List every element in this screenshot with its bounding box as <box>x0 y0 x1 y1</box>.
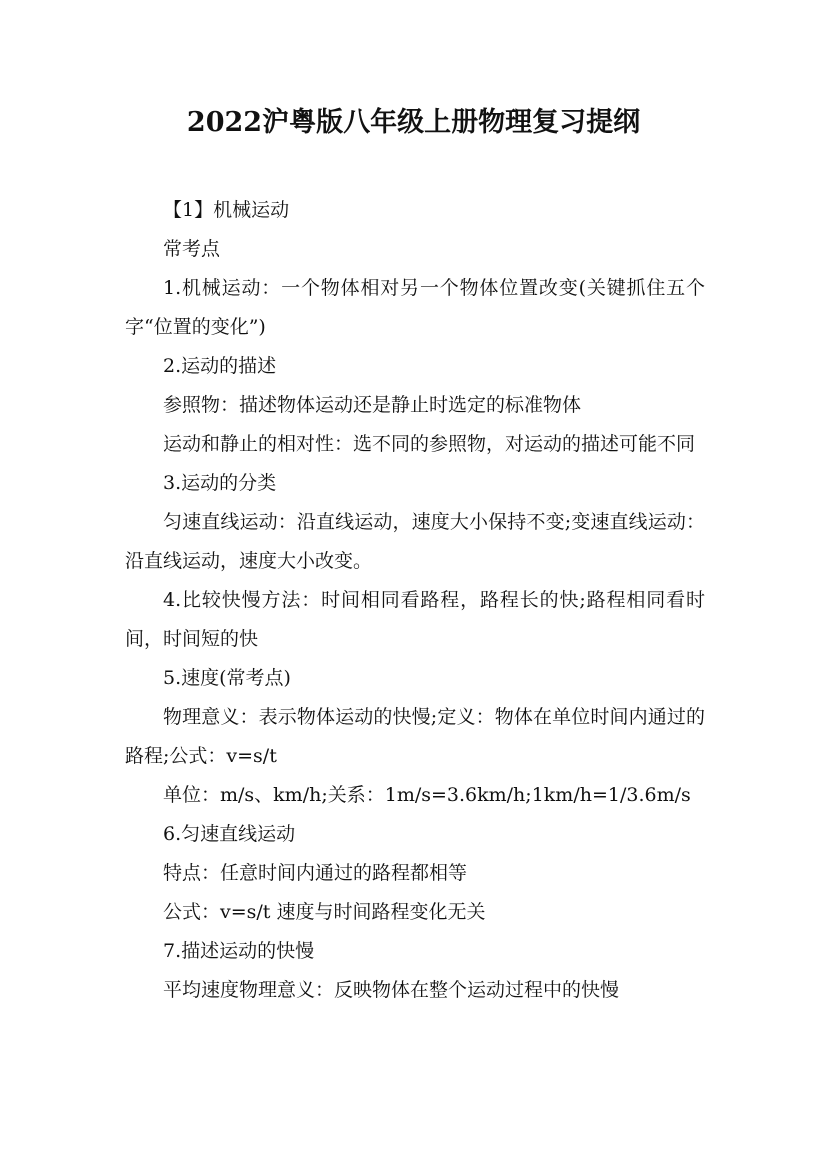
paragraph: 1.机械运动：一个物体相对另一个物体位置改变(关键抓住五个字“位置的变化”) <box>125 277 705 338</box>
paragraph-section-heading: 【1】机械运动 <box>163 199 290 221</box>
paragraph: 3.运动的分类 <box>163 472 277 494</box>
document-body <box>125 191 705 1010</box>
paragraph: 匀速直线运动：沿直线运动，速度大小保持不变;变速直线运动：沿直线运动，速度大小改变。 <box>125 511 705 572</box>
paragraph: 单位：m/s、km/h;关系：1m/s=3.6km/h;1km/h=1/3.6m/s <box>163 784 691 806</box>
paragraph: 参照物：描述物体运动还是静止时选定的标准物体 <box>163 394 582 416</box>
paragraph: 6.匀速直线运动 <box>163 823 296 845</box>
paragraph: 5.速度(常考点) <box>163 667 291 689</box>
paragraph: 7.描述运动的快慢 <box>163 940 315 962</box>
paragraph-subheading: 常考点 <box>163 238 221 260</box>
paragraph: 平均速度物理意义：反映物体在整个运动过程中的快慢 <box>163 979 620 1001</box>
paragraph: 2.运动的描述 <box>163 355 277 377</box>
paragraph: 特点：任意时间内通过的路程都相等 <box>163 862 468 884</box>
document-title: 2022沪粤版八年级上册物理复习提纲 <box>186 107 641 138</box>
paragraph: 物理意义：表示物体运动的快慢;定义：物体在单位时间内通过的路程;公式：v=s/t <box>125 706 705 767</box>
paragraph: 4.比较快慢方法：时间相同看路程，路程长的快;路程相同看时间，时间短的快 <box>125 589 705 650</box>
paragraph: 运动和静止的相对性：选不同的参照物，对运动的描述可能不同 <box>163 433 696 455</box>
paragraph: 公式：v=s/t 速度与时间路程变化无关 <box>163 901 486 923</box>
